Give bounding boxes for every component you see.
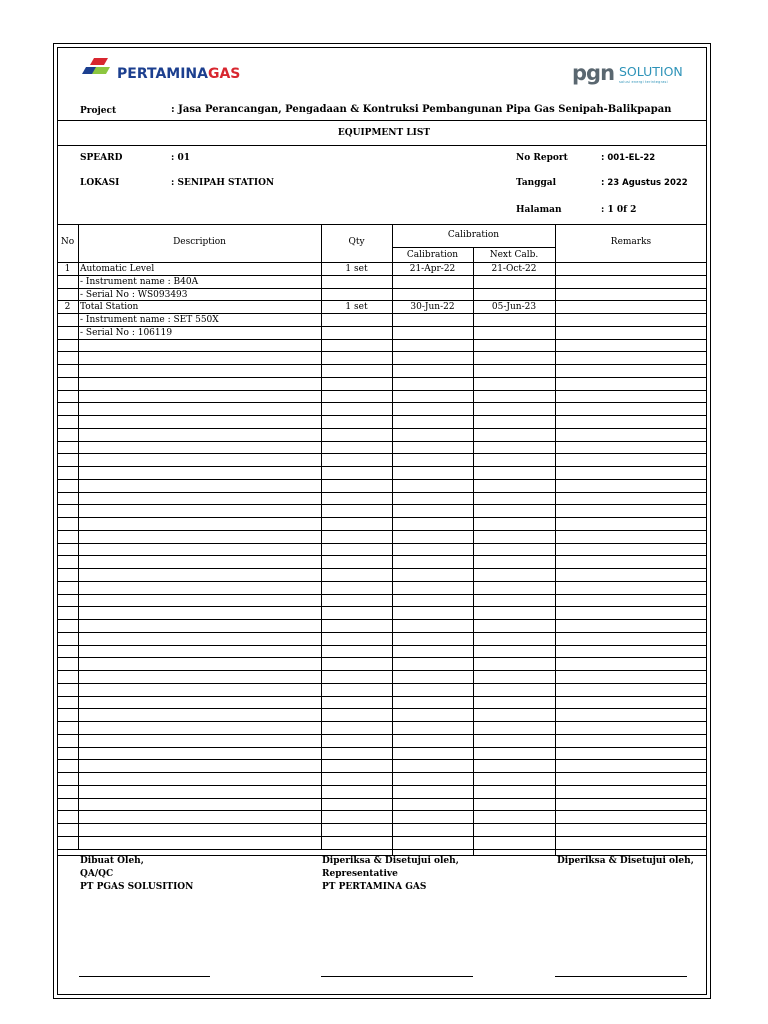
signature-line-1 [79,976,210,977]
pgn-solution-logo: SOLUTION [619,64,683,79]
row-description: - Instrument name : SET 550X [80,315,219,325]
sig2-line3: PT PERTAMINA GAS [322,882,427,892]
col-calibration-header: Calibration [406,250,459,260]
sig3-line1: Diperiksa & Disetujui oleh, [557,856,694,866]
col-no-header: No [60,237,75,247]
row-no: 1 [64,264,71,274]
col-next-calb-header: Next Calb. [489,250,539,260]
document-title: EQUIPMENT LIST [337,128,431,138]
lokasi-value: : SENIPAH STATION [171,178,275,188]
row-description: - Serial No : WS093493 [80,289,188,300]
halaman-label: Halaman [516,205,562,215]
row-description: - Instrument name : B40A [80,276,199,287]
row-qty: 1 set [345,302,368,313]
page-border-inner [57,47,707,995]
no-report-label: No Report [516,153,568,163]
tanggal-label: Tanggal [516,178,557,188]
pertamina-gas-logo [117,66,240,82]
row-description: - Serial No : 106119 [80,327,173,338]
halaman-value: : 1 0f 2 [601,205,637,215]
project-value: : Jasa Perancangan, Pengadaan & Kontruksi Pembangunan Pipa Gas Senipah-Balikpapan [171,104,672,115]
row-qty: 1 set [345,264,368,274]
no-report-value: : 001-EL-22 [601,153,656,163]
col-description-header: Description [173,237,226,247]
speard-value: : 01 [171,153,190,163]
pgn-logo: pgn [572,61,615,85]
row-calibration: 21-Apr-22 [409,264,456,274]
col-calibration-group-header: Calibration [447,230,500,240]
row-calibration: 30-Jun-22 [410,302,455,313]
project-label: Project [80,106,117,116]
logo-part1: PERTAMINA [117,66,208,82]
pgn-tagline: solusi energi terintegrasi [619,80,668,84]
col-remarks-header: Remarks [610,237,652,247]
row-description: Automatic Level [80,264,155,274]
pertamina-logo-icon [80,56,116,88]
row-next-calb: 21-Oct-22 [491,264,537,274]
speard-label: SPEARD [80,153,123,163]
sig2-line1: Diperiksa & Disetujui oleh, [322,856,459,866]
row-description: Total Station [80,302,139,313]
logo-part2: GAS [207,66,241,82]
signature-line-2 [321,976,473,977]
sig1-line1: Dibuat Oleh, [80,856,144,866]
signature-line-3 [555,976,687,977]
col-qty-header: Qty [348,237,365,247]
sig1-line2: QA/QC [80,869,114,879]
sig1-line3: PT PGAS SOLUSITION [80,882,194,892]
sig2-line2: Representative [322,869,398,879]
lokasi-label: LOKASI [80,178,120,188]
row-next-calb: 05-Jun-23 [491,302,537,313]
row-no: 2 [64,302,71,313]
tanggal-value: : 23 Agustus 2022 [601,178,688,188]
